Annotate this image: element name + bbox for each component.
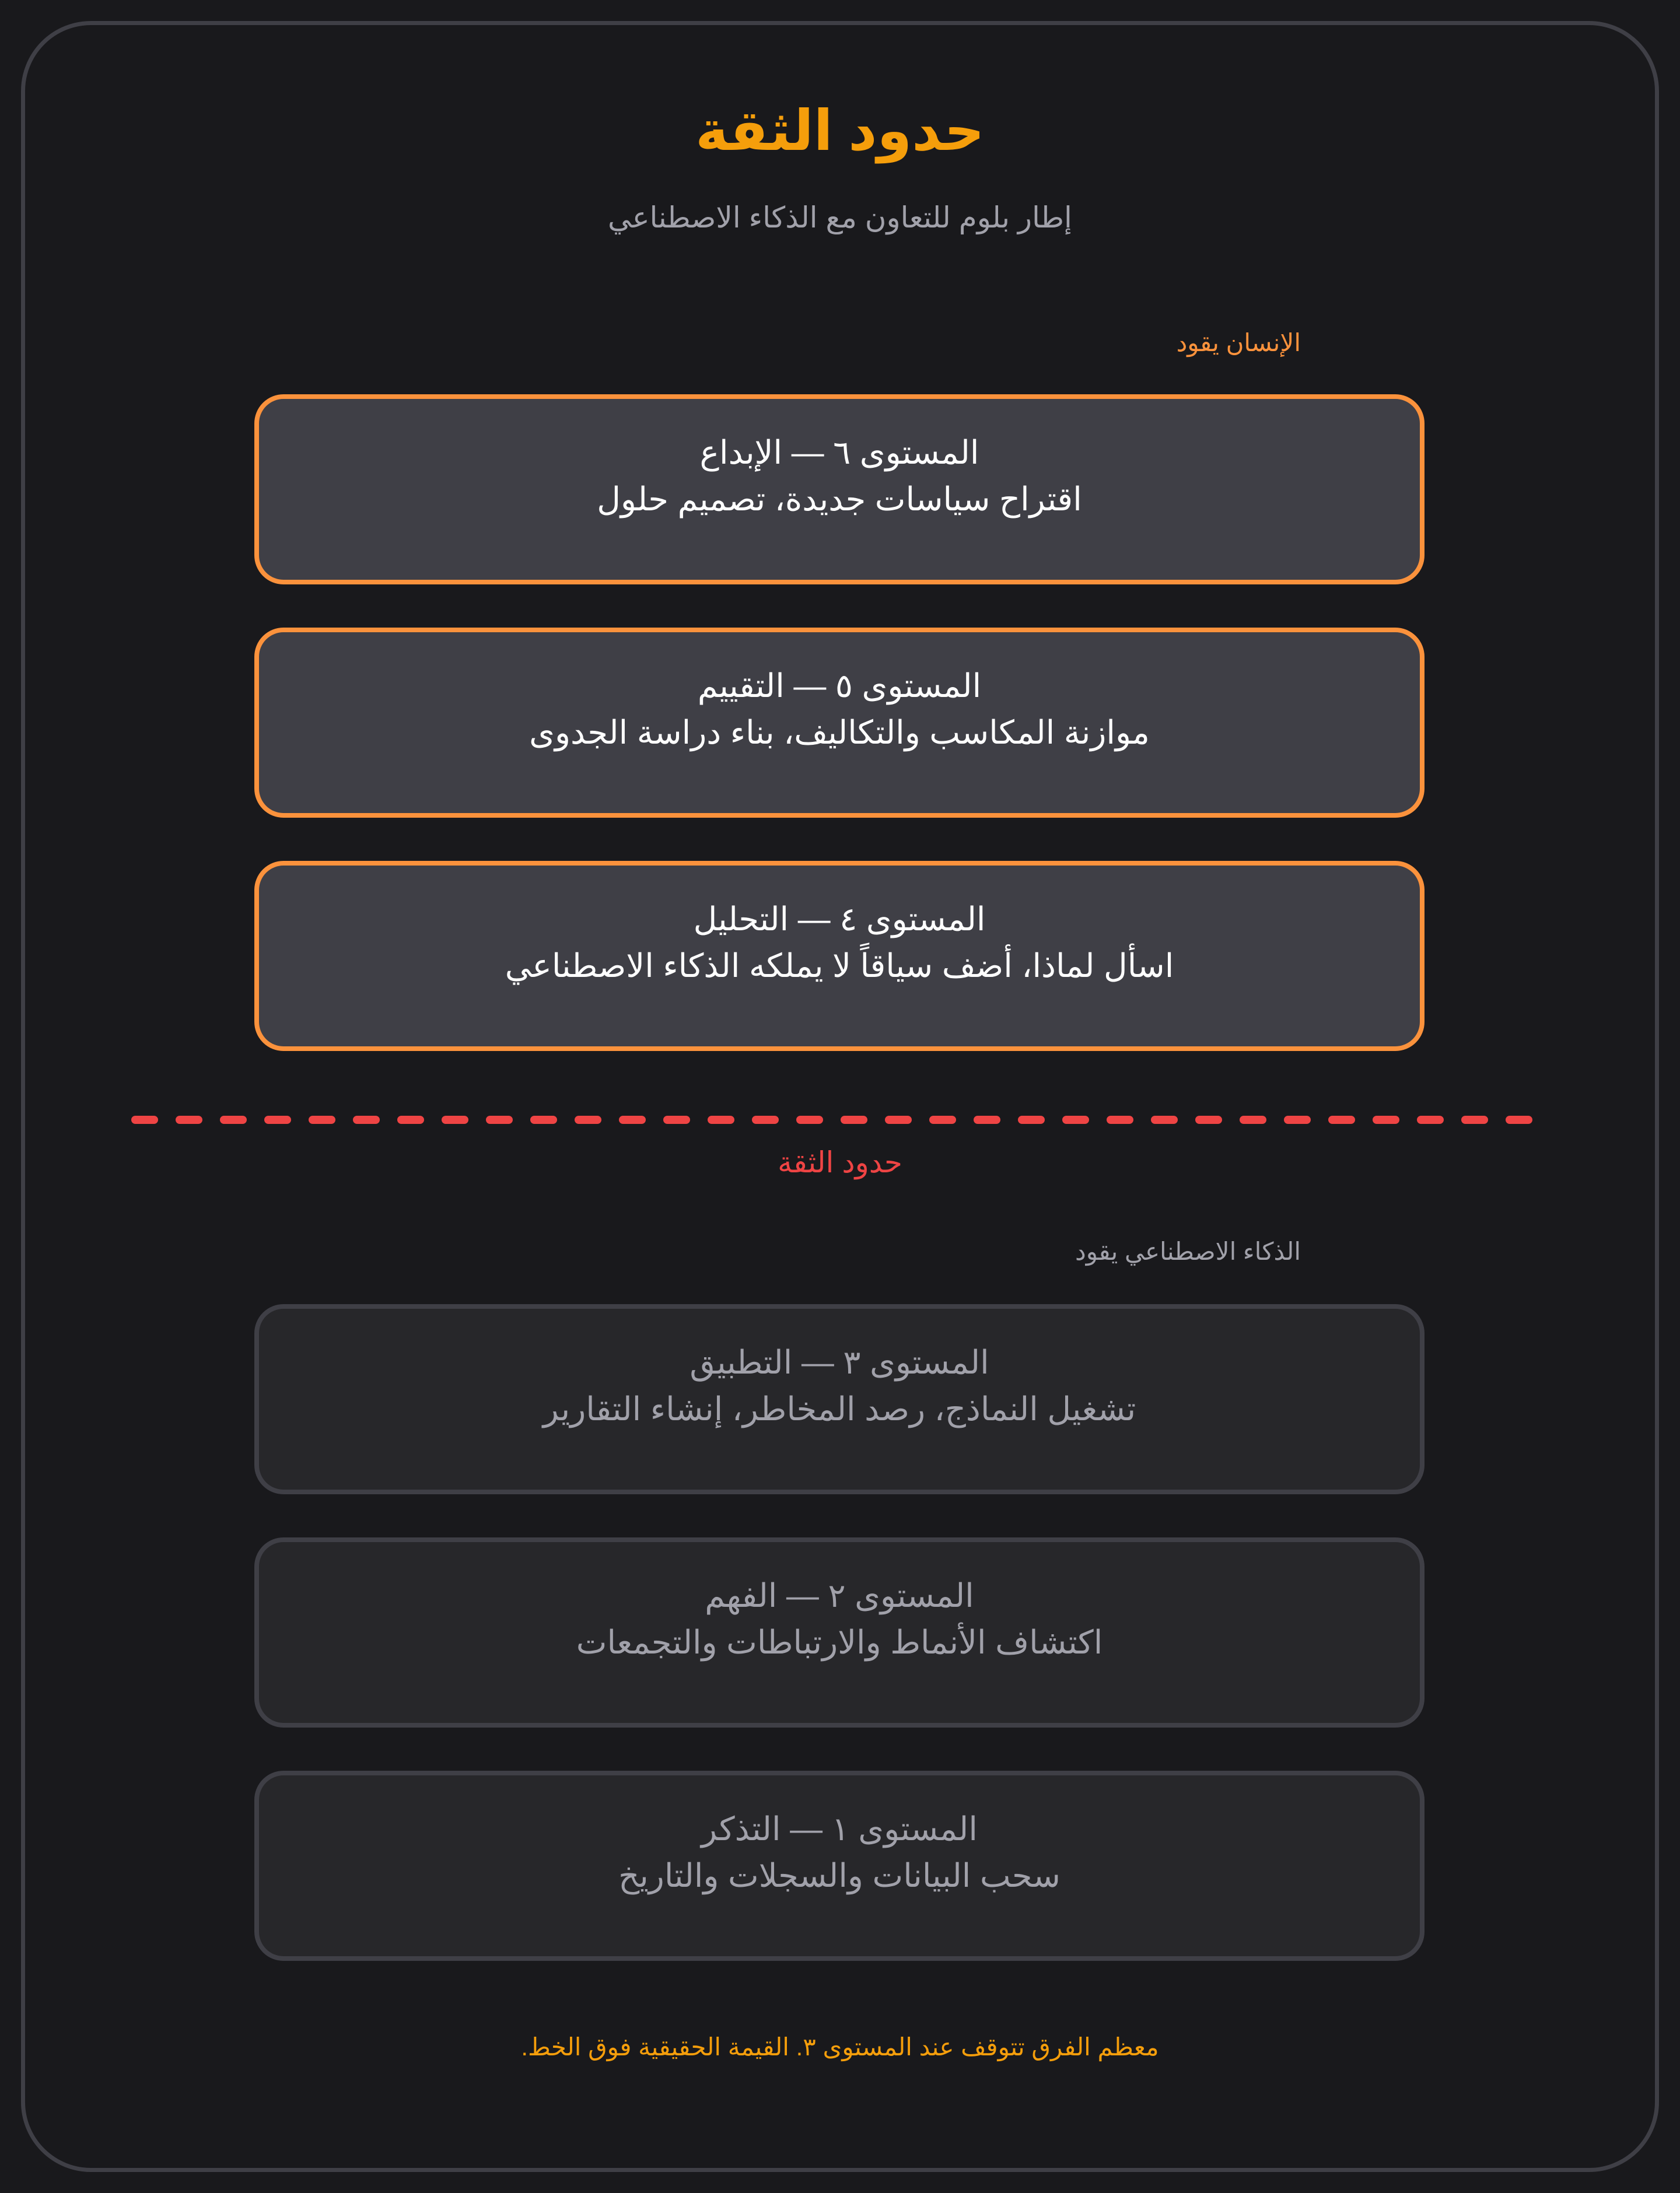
level-box-4-analyze: [254, 861, 1424, 1051]
page-title: حدود الثقة: [695, 100, 985, 162]
level-title: المستوى ٦ — الإبداع: [699, 434, 979, 471]
level-description: موازنة المكاسب والتكاليف، بناء دراسة الجدوى: [529, 714, 1150, 751]
level-description: اقتراح سياسات جديدة، تصميم حلول: [597, 481, 1082, 517]
page-subtitle: إطار بلوم للتعاون مع الذكاء الاصطناعي: [608, 201, 1072, 234]
level-description: اكتشاف الأنماط والارتباطات والتجمعات: [576, 1624, 1103, 1660]
level-description: تشغيل النماذج، رصد المخاطر، إنشاء التقارير: [542, 1390, 1136, 1427]
zone-label-ai-leads: الذكاء الاصطناعي يقود: [1074, 1238, 1301, 1265]
level-box-2-understand: [254, 1537, 1424, 1728]
trust-boundary-label: حدود الثقة: [778, 1146, 902, 1179]
level-box-5-evaluate: [254, 628, 1424, 818]
level-title: المستوى ٥ — التقييم: [697, 667, 982, 704]
zone-label-human-leads: الإنسان يقود: [1176, 329, 1301, 356]
level-box-6-create: [254, 394, 1424, 584]
level-box-1-remember: [254, 1771, 1424, 1961]
level-description: سحب البيانات والسجلات والتاريخ: [618, 1857, 1060, 1894]
footer-note: معظم الفرق تتوقف عند المستوى ٣. القيمة الحقيقية فوق الخط.: [521, 2033, 1159, 2061]
level-description: اسأل لماذا، أضف سياقاً لا يملكه الذكاء الاصطناعي: [505, 947, 1174, 984]
trust-boundary-dashed-line: [131, 1116, 1537, 1124]
level-title: المستوى ٣ — التطبيق: [690, 1344, 989, 1381]
level-box-3-apply: [254, 1304, 1424, 1494]
level-title: المستوى ٢ — الفهم: [705, 1577, 974, 1614]
level-title: المستوى ٤ — التحليل: [693, 901, 986, 937]
level-title: المستوى ١ — التذكر: [701, 1810, 978, 1847]
